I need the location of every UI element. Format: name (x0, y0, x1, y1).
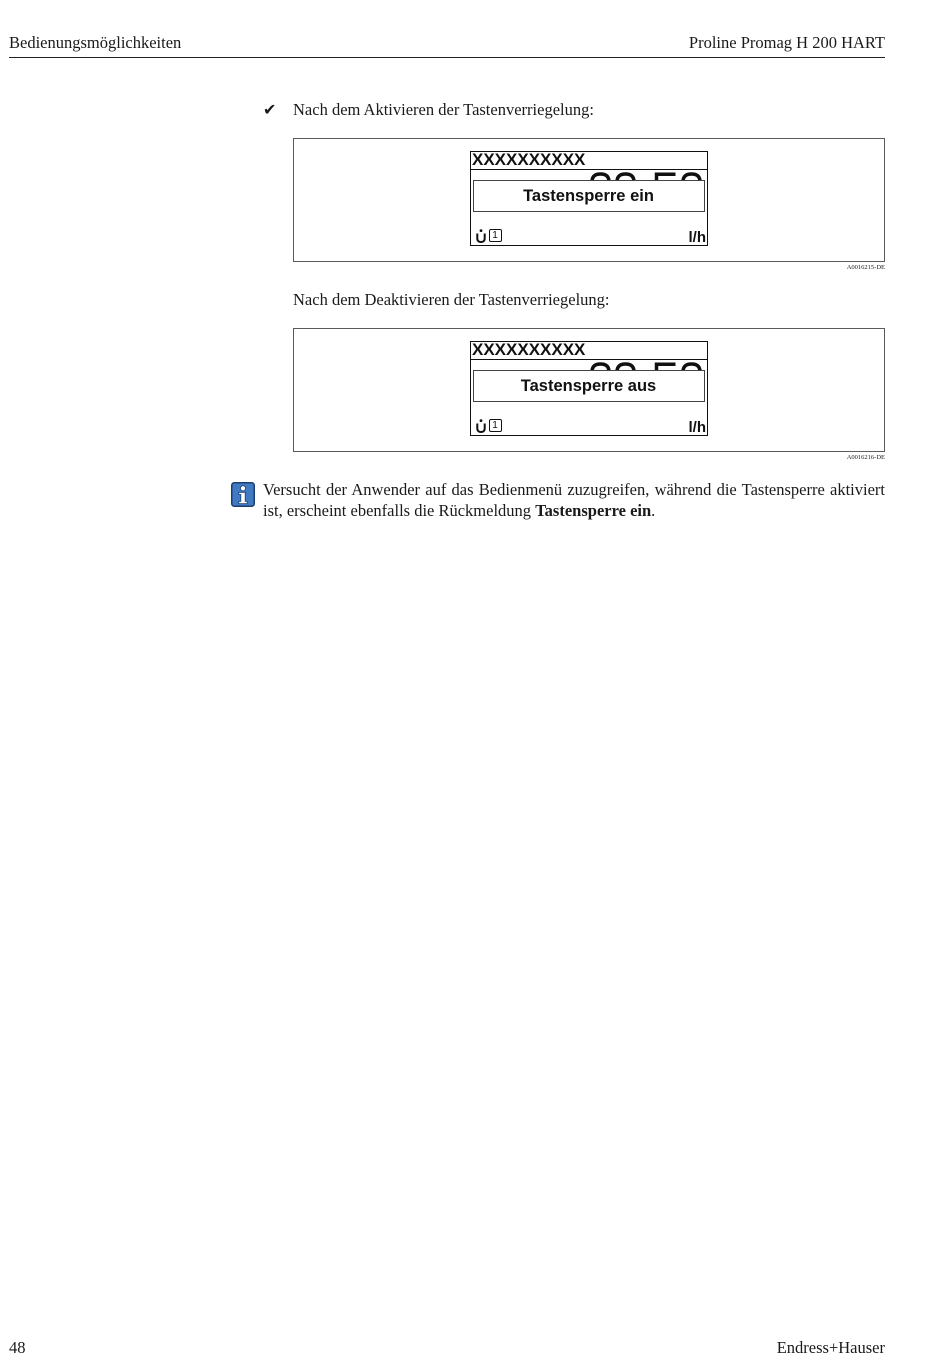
note-text-end: . (651, 501, 656, 520)
note-emphasis: Tastensperre ein (535, 501, 652, 520)
figure-keypad-lock-off (293, 328, 885, 452)
page-number: 48 (9, 1338, 26, 1357)
result-text-deactivated: Nach dem Deaktivieren der Tastenverriegelung: (293, 290, 610, 309)
result-text-activated: Nach dem Aktivieren der Tastenverriegelung: (293, 100, 594, 119)
running-header-product: Proline Promag H 200 HART (688, 33, 885, 52)
figure-keypad-lock-on (293, 138, 885, 262)
figure-id: A0016215-DE (846, 264, 885, 271)
note-text: Versucht der Anwender auf das Bedienmenü zuzugreifen, während die Tastensperre aktiviert ist, erscheint ebenfalls die Rückmeldung (263, 480, 885, 520)
channel-number-badge: 1 (489, 419, 502, 432)
display-header-divider (471, 359, 707, 360)
local-display (470, 341, 708, 436)
checkmark-icon: ✔ (263, 100, 277, 119)
local-display (470, 151, 708, 246)
publisher-name: Endress+Hauser (776, 1338, 885, 1357)
info-icon (231, 482, 255, 507)
unit-label: l/h (688, 419, 706, 436)
unit-label: l/h (688, 229, 706, 246)
display-header-divider (471, 169, 707, 170)
running-header-section: Bedienungsmöglichkeiten (9, 33, 182, 52)
volume-flow-icon (476, 229, 486, 243)
display-header-text: XXXXXXXXXX (472, 150, 586, 169)
keypad-lock-message-text: Tastensperre ein (523, 186, 654, 205)
channel-number-badge: 1 (489, 229, 502, 242)
display-header-text: XXXXXXXXXX (472, 340, 586, 359)
keypad-lock-message-text: Tastensperre aus (520, 376, 657, 395)
figure-id: A0016216-DE (846, 454, 885, 461)
keypad-lock-message (473, 370, 705, 402)
volume-flow-icon (476, 419, 486, 433)
keypad-lock-message (473, 180, 705, 212)
note-paragraph (263, 479, 885, 521)
header-divider (9, 57, 885, 58)
